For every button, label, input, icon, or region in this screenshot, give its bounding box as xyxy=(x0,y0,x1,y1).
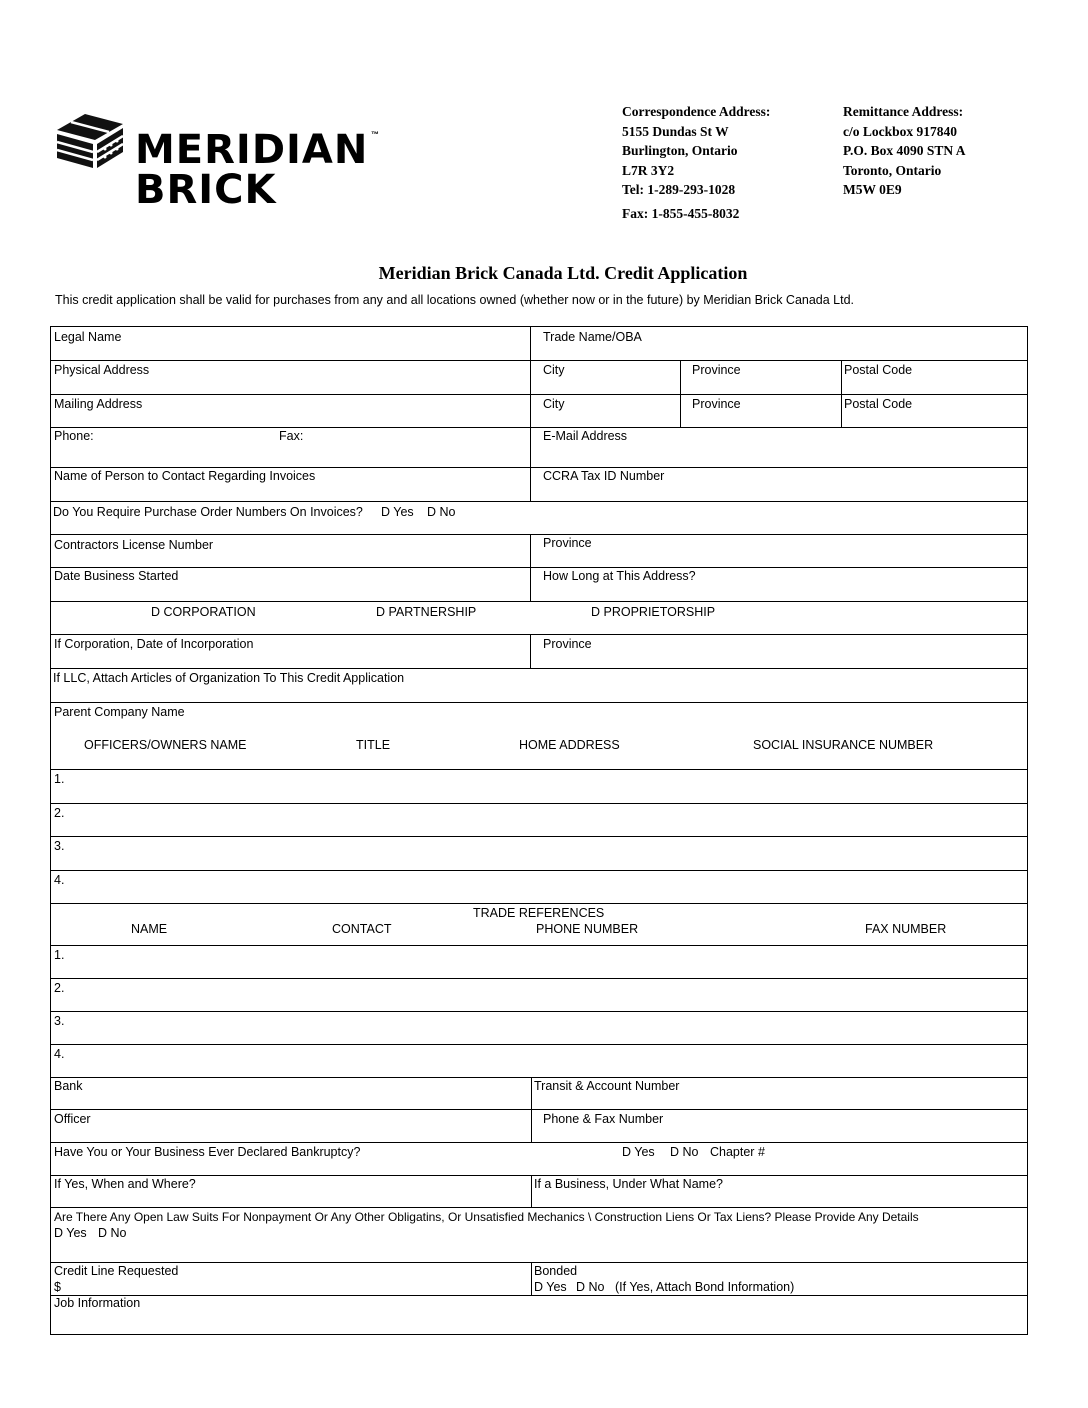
incorporation-date-label[interactable]: If Corporation, Date of Incorporation xyxy=(54,637,254,651)
email-label[interactable]: E-Mail Address xyxy=(543,429,628,443)
officer-row-number[interactable]: 2. xyxy=(54,806,65,820)
divider xyxy=(51,1077,1027,1078)
divider xyxy=(51,1295,1027,1296)
divider xyxy=(51,1175,1027,1176)
phone-fax-label[interactable]: Phone & Fax Number xyxy=(543,1112,664,1126)
trade-name-label[interactable]: Trade Name/OBA xyxy=(543,330,642,344)
dollar-sign: $ xyxy=(54,1280,61,1294)
divider xyxy=(51,534,1027,535)
bonded-yes-checkbox[interactable]: D Yes xyxy=(534,1280,567,1294)
bank-label[interactable]: Bank xyxy=(54,1079,83,1093)
bonded-no-checkbox[interactable]: D No xyxy=(576,1280,605,1294)
parent-company-label[interactable]: Parent Company Name xyxy=(54,705,185,719)
divider xyxy=(51,1262,1027,1263)
bond-info-note: (If Yes, Attach Bond Information) xyxy=(615,1280,795,1294)
remittance-line: P.O. Box 4090 STN A xyxy=(843,143,966,158)
company-logo xyxy=(55,112,385,212)
divider xyxy=(51,634,1027,635)
column-divider xyxy=(530,327,531,467)
officer-row-number[interactable]: 3. xyxy=(54,839,65,853)
lawsuits-label: Are There Any Open Law Suits For Nonpayment Or Any Other Obligatins, Or Unsatisfied Mechanics \ Construction Liens Or Tax Liens? Please Provide Any Details xyxy=(54,1210,919,1224)
trade-phone-header: PHONE NUMBER xyxy=(536,922,639,936)
divider xyxy=(51,601,1027,602)
remittance-line: c/o Lockbox 917840 xyxy=(843,123,958,139)
transit-account-label[interactable]: Transit & Account Number xyxy=(534,1079,680,1093)
ccra-tax-id-label[interactable]: CCRA Tax ID Number xyxy=(543,469,665,483)
trade-name-header: NAME xyxy=(131,922,168,936)
remittance-line: Toronto, Ontario xyxy=(843,162,942,178)
correspondence-line: L7R 3Y2 xyxy=(622,162,675,178)
legal-name-label[interactable]: Legal Name xyxy=(54,330,122,344)
trade-fax-header: FAX NUMBER xyxy=(865,922,947,936)
officers-title-header: TITLE xyxy=(356,738,391,752)
invoice-contact-label[interactable]: Name of Person to Contact Regarding Invoices xyxy=(54,469,316,483)
divider xyxy=(51,1142,1027,1143)
officer-row-number[interactable]: 1. xyxy=(54,772,65,786)
column-divider xyxy=(530,467,531,501)
divider xyxy=(51,1109,1027,1110)
corporation-checkbox[interactable]: D CORPORATION xyxy=(151,605,256,619)
column-divider xyxy=(841,360,842,427)
bankruptcy-yes-checkbox[interactable]: D Yes xyxy=(622,1145,655,1159)
chapter-label[interactable]: Chapter # xyxy=(710,1145,765,1159)
po-no-checkbox[interactable]: D No xyxy=(427,505,456,519)
physical-address-label[interactable]: Physical Address xyxy=(54,363,150,377)
phone-label[interactable]: Phone: xyxy=(54,429,94,443)
lawsuits-yes-checkbox[interactable]: D Yes xyxy=(54,1226,87,1240)
correspondence-address xyxy=(622,102,770,223)
trade-row-number[interactable]: 4. xyxy=(54,1047,65,1061)
divider xyxy=(51,1011,1027,1012)
correspondence-fax: Fax: 1-855-455-8032 xyxy=(622,205,740,221)
bankruptcy-no-checkbox[interactable]: D No xyxy=(670,1145,699,1159)
trade-row-number[interactable]: 1. xyxy=(54,948,65,962)
divider xyxy=(51,836,1027,837)
divider xyxy=(51,978,1027,979)
divider xyxy=(51,702,1027,703)
officers-home-address-header: HOME ADDRESS xyxy=(519,738,620,752)
officer-row-number[interactable]: 4. xyxy=(54,873,65,887)
trade-row-number[interactable]: 3. xyxy=(54,1014,65,1028)
brick-stack-icon xyxy=(55,112,125,170)
divider xyxy=(51,360,1027,361)
how-long-label[interactable]: How Long at This Address? xyxy=(543,569,696,583)
mailing-city-label[interactable]: City xyxy=(543,397,565,411)
divider xyxy=(51,803,1027,804)
trade-row-number[interactable]: 2. xyxy=(54,981,65,995)
divider xyxy=(51,567,1027,568)
column-divider xyxy=(531,1077,532,1142)
correspondence-line: Burlington, Ontario xyxy=(622,143,738,158)
date-started-label[interactable]: Date Business Started xyxy=(54,569,179,583)
divider xyxy=(51,1044,1027,1045)
divider xyxy=(51,769,1027,770)
divider xyxy=(51,427,1027,428)
proprietorship-checkbox[interactable]: D PROPRIETORSHIP xyxy=(591,605,716,619)
officer-label[interactable]: Officer xyxy=(54,1112,91,1126)
llc-label: If LLC, Attach Articles of Organization To This Credit Application xyxy=(53,671,405,685)
mailing-province-label[interactable]: Province xyxy=(692,397,741,411)
correspondence-line: Tel: 1-289-293-1028 xyxy=(622,182,736,197)
physical-postal-code-label[interactable]: Postal Code xyxy=(844,363,913,377)
credit-application-form xyxy=(50,326,1028,1335)
job-information-label[interactable]: Job Information xyxy=(54,1296,141,1310)
lawsuits-no-checkbox[interactable]: D No xyxy=(98,1226,127,1240)
fax-label[interactable]: Fax: xyxy=(279,429,304,443)
column-divider xyxy=(530,634,531,668)
divider xyxy=(51,668,1027,669)
correspondence-heading: Correspondence Address: xyxy=(622,104,771,119)
incorporation-province-label[interactable]: Province xyxy=(543,637,592,651)
if-yes-label[interactable]: If Yes, When and Where? xyxy=(54,1177,196,1191)
physical-province-label[interactable]: Province xyxy=(692,363,741,377)
column-divider xyxy=(680,360,681,427)
remittance-heading: Remittance Address: xyxy=(843,104,964,119)
page-title: Meridian Brick Canada Ltd. Credit Application xyxy=(378,263,748,283)
physical-city-label[interactable]: City xyxy=(543,363,565,377)
trade-contact-header: CONTACT xyxy=(332,922,392,936)
column-divider xyxy=(530,534,531,601)
trade-references-title: TRADE REFERENCES xyxy=(473,906,605,920)
po-yes-checkbox[interactable]: D Yes xyxy=(381,505,414,519)
divider xyxy=(51,394,1027,395)
trademark-mark: ™ xyxy=(371,130,379,139)
correspondence-line: 5155 Dundas St W xyxy=(622,123,729,139)
partnership-checkbox[interactable]: D PARTNERSHIP xyxy=(376,605,477,619)
remittance-address xyxy=(843,102,966,200)
logo-word-meridian: MERIDIAN xyxy=(135,127,369,173)
divider xyxy=(51,501,1027,502)
divider xyxy=(51,870,1027,871)
if-business-label[interactable]: If a Business, Under What Name? xyxy=(534,1177,723,1191)
column-divider xyxy=(531,1262,532,1295)
contractors-license-label[interactable]: Contractors License Number xyxy=(54,538,214,552)
logo-word-brick: BRICK xyxy=(135,167,277,213)
column-divider xyxy=(531,1175,532,1207)
officers-name-header: OFFICERS/OWNERS NAME xyxy=(84,738,247,752)
divider xyxy=(51,1207,1027,1208)
credit-line-label[interactable]: Credit Line Requested xyxy=(54,1264,179,1278)
remittance-line: M5W 0E9 xyxy=(843,182,902,197)
mailing-postal-code-label[interactable]: Postal Code xyxy=(844,397,913,411)
license-province-label[interactable]: Province xyxy=(543,536,592,550)
officers-sin-header: SOCIAL INSURANCE NUMBER xyxy=(753,738,934,752)
bonded-label: Bonded xyxy=(534,1264,578,1278)
divider xyxy=(51,903,1027,904)
po-question-label: Do You Require Purchase Order Numbers On Invoices? xyxy=(53,505,363,519)
bankruptcy-label: Have You or Your Business Ever Declared Bankruptcy? xyxy=(54,1145,361,1159)
page-subtitle: This credit application shall be valid for purchases from any and all locations owned (whether now or in the future) by Meridian Brick Canada Ltd. xyxy=(55,293,855,307)
divider xyxy=(51,467,1027,468)
mailing-address-label[interactable]: Mailing Address xyxy=(54,397,143,411)
divider xyxy=(51,945,1027,946)
